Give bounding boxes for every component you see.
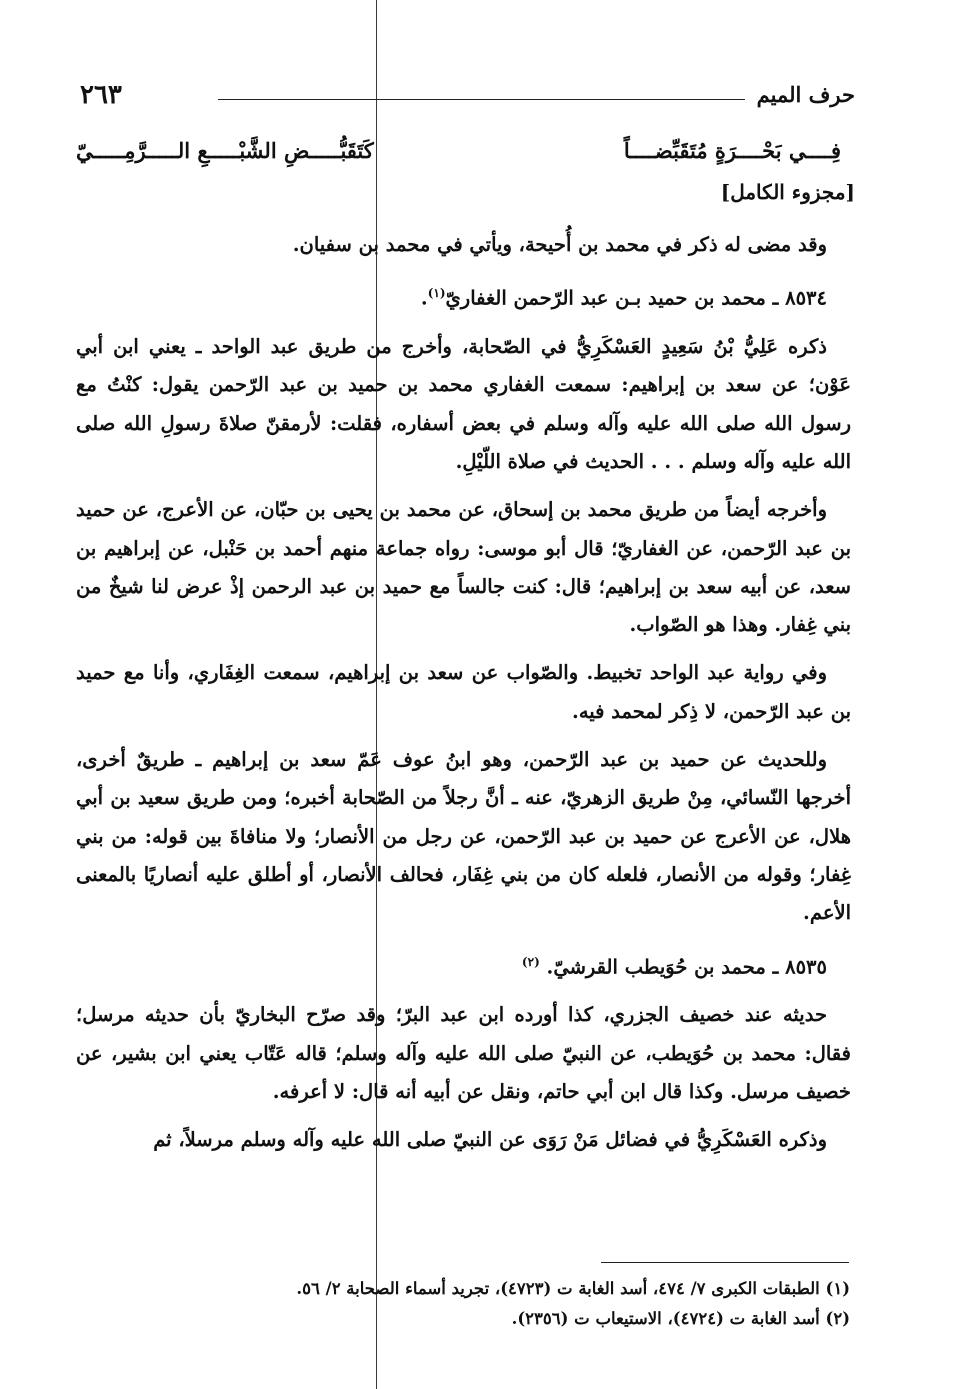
paragraph: وذكره العَسْكَرِيُّ في فضائل مَنْ رَوَى عن النبيّ صلى الله عليه وآله وسلم مرسلاً، ثم (153, 1128, 827, 1152)
footnotes (80, 1274, 850, 1334)
footnote-mark: (٢) (521, 954, 540, 969)
page-header (80, 80, 855, 114)
footnote-rule (601, 1262, 849, 1263)
paragraph: وأخرجه أيضاً من طريق محمد بن إسحاق، عن محمد بن يحيى بن حبّان، عن الأعرج، عن حميد بن عبد الرّحمن، عن الغفاريّ؛ قال أبو موسى: رواه جماعة منهم أحمد بن حَنْبل، عن إبراهيم بن سعد، عن أبيه سعد بن إبراهيم؛ قال: كنت جالساً مع حميد بن عبد الرحمن إذْ عرض لنا شيخٌ من بني غِفار. وهذا هو الصّواب. (76, 498, 851, 637)
entry-heading-8535 (76, 943, 851, 987)
verse-second-hemistich: كَتَقَبُّـــــضِ الشَّبْـــــعِ الـــــرَّمِـــــيّ (76, 138, 374, 163)
paragraph: ذكره عَلِيُّ بْنُ سَعِيدٍ العَسْكَرِيُّ في الصّحابة، وأخرج من طريق عبد الواحد ـ يعني ابن أبي عَوْن؛ عن سعد بن إبراهيم: سمعت الغفاري محمد بن حميد بن عبد الرّحمن يقول: كنْتُ مع رسول الله صلى الله عليه وآله وسلم في بعض أسفاره، فقلت: لأرمقنّ صلاةَ رسولِ الله صلى الله عليه وآله وسلم . . . الحديث في صلاة اللّيْلِ. (76, 335, 851, 473)
footnote-2: (٢) أسد الغابة ت (٤٧٢٤)، الاستيعاب ت (٢٣٥٦). (511, 1309, 850, 1328)
paragraph: حديثه عند خصيف الجزري، كذا أورده ابن عبد البرّ؛ وقد صرّح البخاريّ بأن حديثه مرسل؛ فقال: محمد بن حُوَيطب، عن النبيّ صلى الله عليه وآله وسلم؛ قاله عَتّاب يعني ابن بشير، عن خصيف مرسل. وكذا قال ابن أبي حاتم، ونقل عن أبيه أنه قال: لا أعرفه. (76, 1003, 851, 1103)
entry-heading-8534: ٨٥٣٤ ـ محمد بن حميد بـن عبد الرّحمن الغفاريّ$^{(١)}$. (420, 286, 827, 310)
paragraph: وفي رواية عبد الواحد تخبيط. والصّواب عن سعد بن إبراهيم، سمعت الغِفَاري، وأنا مع حميد بن عبد الرّحمن، لا ذِكر لمحمد فيه. (76, 661, 851, 723)
page-number: ٢٦٣ (80, 80, 122, 110)
poetry-verse (76, 132, 851, 176)
entry-title: ٨٥٣٤ ـ محمد بن حميد بـن عبد الرّحمن الغفاريّ (445, 286, 827, 310)
header-rule (218, 99, 745, 100)
entry-title: ٨٥٣٥ ـ محمد بن حُوَيطب القرشيّ. (546, 955, 827, 979)
verse-first-hemistich: فِــــي بَحْــــرَةٍ مُتَقَبِّضــــاً (623, 138, 841, 163)
paragraph: وللحديث عن حميد بن عبد الرّحمن، وهو ابنُ عوف عَمّ سعد بن إبراهيم ـ طريقٌ أخرى، أخرجها النّسائي، مِنْ طريق الزهريّ، عنه ـ أنَّ رجلاً من الصّحابة أخبره؛ ومن طريق سعيد بن أبي هلال، عن الأعرج عن حميد بن عبد الرّحمن، عن رجل من الأنصار؛ ولا منافاةَ بين قوله: من بني غِفار؛ وقوله من الأنصار، فلعله كان من بني غِفَار، فحالف الأنصار، أو أطلق عليه أنصاريًا بالمعنى الأعم. (76, 748, 851, 925)
main-text (76, 226, 851, 1170)
paragraph: وقد مضى له ذكر في محمد بن أُحيحة، ويأتي في محمد بن سفيان. (292, 233, 827, 256)
poetic-meter-label: [مجزوء الكامل] (720, 180, 855, 204)
footnote-1: (١) الطبقات الكبرى ٧/ ٤٧٤، أسد الغابة ت (٤٧٢٣)، تجريد أسماء الصحابة ٢/ ٥٦. (296, 1279, 850, 1298)
footnote-mark: (١) (427, 286, 446, 301)
running-head: حرف الميم (756, 82, 855, 107)
